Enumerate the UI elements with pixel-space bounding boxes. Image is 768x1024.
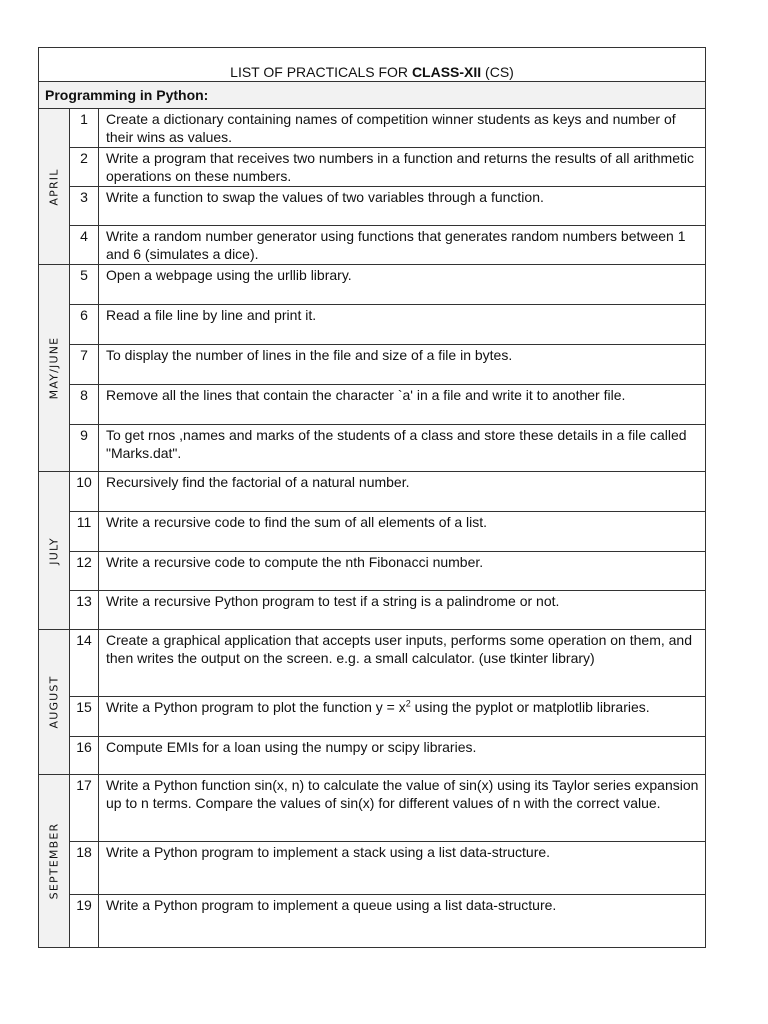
row-number: 12	[70, 552, 99, 591]
row-number: 8	[70, 385, 99, 425]
table-row	[39, 425, 706, 472]
month-august: AUGUST	[39, 630, 70, 775]
row-text: To get rnos ,names and marks of the students of a class and store these details in a file called "Marks.dat".	[99, 425, 706, 472]
row-text: Write a Python program to implement a queue using a list data-structure.	[99, 895, 706, 948]
table-row	[39, 265, 706, 305]
row-text: Write a recursive code to find the sum of all elements of a list.	[99, 512, 706, 552]
row-text: Write a random number generator using functions that generates random numbers between 1 and 6 (simulates a dice).	[99, 226, 706, 265]
row-text: Recursively find the factorial of a natural number.	[99, 472, 706, 512]
row-number: 11	[70, 512, 99, 552]
row-number: 7	[70, 345, 99, 385]
month-july: JULY	[39, 472, 70, 630]
table-row	[39, 737, 706, 775]
row-number: 2	[70, 148, 99, 187]
row-text: Write a Python program to implement a stack using a list data-structure.	[99, 842, 706, 895]
section-heading: Programming in Python:	[39, 82, 706, 109]
table-row	[39, 842, 706, 895]
row-number: 13	[70, 591, 99, 630]
table-row	[39, 591, 706, 630]
month-september: SEPTEMBER	[39, 775, 70, 948]
table-row	[39, 148, 706, 187]
row-text: Read a file line by line and print it.	[99, 305, 706, 345]
row-number: 6	[70, 305, 99, 345]
table-row	[39, 697, 706, 737]
row-text: Write a recursive code to compute the nth Fibonacci number.	[99, 552, 706, 591]
table-row	[39, 472, 706, 512]
table-row	[39, 385, 706, 425]
table-row	[39, 187, 706, 226]
table-row	[39, 512, 706, 552]
row-text: Write a function to swap the values of two variables through a function.	[99, 187, 706, 226]
row-number: 10	[70, 472, 99, 512]
row-text: Write a program that receives two numbers in a function and returns the results of all arithmetic operations on these numbers.	[99, 148, 706, 187]
row-text: Compute EMIs for a loan using the numpy or scipy libraries.	[99, 737, 706, 775]
table-row	[39, 109, 706, 148]
class-label: CLASS-XII	[411, 64, 482, 80]
table-row	[39, 226, 706, 265]
row-text: Create a dictionary containing names of competition winner students as keys and number of their wins as values.	[99, 109, 706, 148]
row-number: 15	[70, 697, 99, 737]
row-text: Write a recursive Python program to test if a string is a palindrome or not.	[99, 591, 706, 630]
month-may-june: MAY/JUNE	[39, 265, 70, 472]
table-row	[39, 552, 706, 591]
row-number: 16	[70, 737, 99, 775]
row-text: Open a webpage using the urllib library.	[99, 265, 706, 305]
row-number: 17	[70, 775, 99, 842]
row-text: To display the number of lines in the file and size of a file in bytes.	[99, 345, 706, 385]
row-number: 4	[70, 226, 99, 265]
row-text: Remove all the lines that contain the character `a' in a file and write it to another file.	[99, 385, 706, 425]
row-text: Write a Python program to plot the function $y = x^2$ using the pyplot or matplotlib libraries.	[99, 697, 706, 737]
row-number: 14	[70, 630, 99, 697]
month-april: APRIL	[39, 109, 70, 265]
row-number: 3	[70, 187, 99, 226]
practicals-table	[38, 47, 706, 948]
table-row	[39, 775, 706, 842]
row-text: Create a graphical application that accepts user inputs, performs some operation on them, and then writes the output on the screen. e.g. a small calculator. (use tkinter library)	[99, 630, 706, 697]
row-number: 19	[70, 895, 99, 948]
table-row	[39, 630, 706, 697]
row-number: 9	[70, 425, 99, 472]
row-number: 18	[70, 842, 99, 895]
page-title: LIST OF PRACTICALS FOR CLASS-XII (CS)	[39, 48, 706, 82]
table-row	[39, 305, 706, 345]
title-row	[39, 48, 706, 82]
row-number: 1	[70, 109, 99, 148]
table-row	[39, 345, 706, 385]
row-text: Write a Python function sin(x, n) to calculate the value of sin(x) using its Taylor series expansion up to n terms. Compare the values of sin(x) for different values of n with the correct value.	[99, 775, 706, 842]
table-row	[39, 895, 706, 948]
row-number: 5	[70, 265, 99, 305]
section-row	[39, 82, 706, 109]
